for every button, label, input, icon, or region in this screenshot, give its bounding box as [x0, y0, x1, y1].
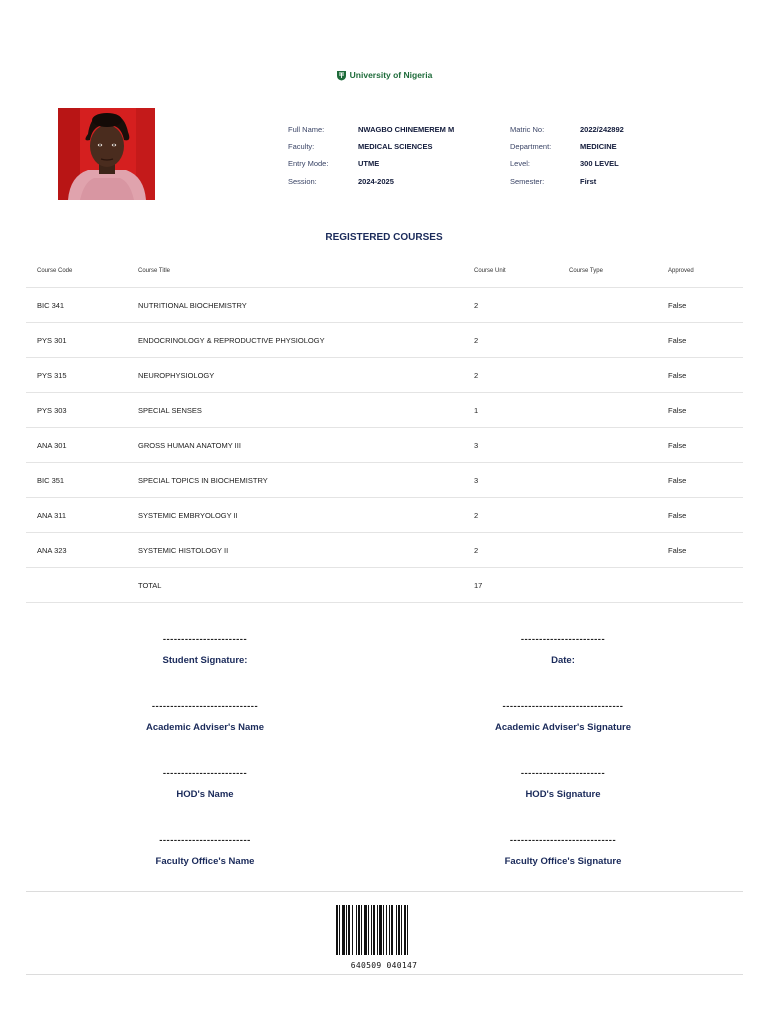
- course-title: SPECIAL SENSES: [127, 393, 463, 428]
- header-course-unit: Course Unit: [463, 255, 558, 288]
- course-type: [558, 323, 657, 358]
- entry-mode-value: UTME: [358, 159, 380, 168]
- signature-line: ---------------------------------: [502, 701, 624, 712]
- course-title: NEUROPHYSIOLOGY: [127, 358, 463, 393]
- matric-label: Matric No:: [510, 125, 545, 134]
- signature-line: -----------------------------: [509, 835, 617, 846]
- university-crest-icon: [336, 70, 347, 81]
- signature-line: -----------------------: [520, 634, 606, 645]
- table-header-row: [26, 255, 743, 288]
- table-row: [26, 463, 743, 498]
- course-title: SPECIAL TOPICS IN BIOCHEMISTRY: [127, 463, 463, 498]
- course-unit: 2: [463, 498, 558, 533]
- course-code: PYS 303: [26, 393, 127, 428]
- course-code: ANA 311: [26, 498, 127, 533]
- table-row: [26, 498, 743, 533]
- entry-mode-label: Entry Mode:: [288, 159, 329, 168]
- full-name-label: Full Name:: [288, 125, 325, 134]
- hod-signature-block: [463, 768, 663, 800]
- course-title: ENDOCRINOLOGY & REPRODUCTIVE PHYSIOLOGY: [127, 323, 463, 358]
- course-approved: False: [657, 288, 743, 323]
- faculty-label: Faculty:: [288, 142, 315, 151]
- course-unit: 2: [463, 323, 558, 358]
- course-code: BIC 341: [26, 288, 127, 323]
- course-unit: 1: [463, 393, 558, 428]
- date-label: Date:: [551, 655, 575, 666]
- student-signature-label: Student Signature:: [162, 655, 248, 666]
- course-approved: False: [657, 498, 743, 533]
- student-signature-block: [105, 634, 305, 666]
- course-unit: 2: [463, 358, 558, 393]
- hod-name-label: HOD's Name: [176, 789, 234, 800]
- signature-line: -----------------------: [162, 634, 248, 645]
- semester-label: Semester:: [510, 177, 545, 186]
- course-unit: 3: [463, 428, 558, 463]
- date-block: [463, 634, 663, 666]
- header-approved: Approved: [657, 255, 743, 288]
- table-row: [26, 288, 743, 323]
- level-value: 300 LEVEL: [580, 159, 619, 168]
- course-approved: False: [657, 533, 743, 568]
- course-approved: False: [657, 463, 743, 498]
- course-type: [558, 498, 657, 533]
- hod-signature-label: HOD's Signature: [525, 789, 601, 800]
- table-row: [26, 428, 743, 463]
- barcode-number: 640509 040147: [350, 961, 418, 970]
- course-type: [558, 428, 657, 463]
- course-approved: False: [657, 358, 743, 393]
- adviser-signature-block: [453, 701, 673, 733]
- course-type: [558, 463, 657, 498]
- course-type: [558, 288, 657, 323]
- divider: [26, 891, 743, 892]
- course-title: SYSTEMIC HISTOLOGY II: [127, 533, 463, 568]
- adviser-name-label: Academic Adviser's Name: [145, 722, 265, 733]
- course-code: PYS 301: [26, 323, 127, 358]
- faculty-office-name-label: Faculty Office's Name: [155, 856, 255, 867]
- total-units: 17: [463, 568, 558, 603]
- table-row: [26, 533, 743, 568]
- course-type: [558, 358, 657, 393]
- table-row: [26, 358, 743, 393]
- course-title: SYSTEMIC EMBRYOLOGY II: [127, 498, 463, 533]
- level-label: Level:: [510, 159, 531, 168]
- faculty-office-signature-label: Faculty Office's Signature: [504, 856, 622, 867]
- student-photo: [58, 108, 155, 200]
- course-approved: False: [657, 393, 743, 428]
- total-label: TOTAL: [127, 568, 463, 603]
- signature-line: -------------------------: [159, 835, 251, 846]
- header-course-title: Course Title: [127, 255, 463, 288]
- faculty-office-signature-block: [453, 835, 673, 867]
- course-code: ANA 301: [26, 428, 127, 463]
- table-row: [26, 393, 743, 428]
- hod-name-block: [105, 768, 305, 800]
- header-course-code: Course Code: [26, 255, 127, 288]
- university-name: University of Nigeria: [349, 70, 433, 80]
- table-row: [26, 323, 743, 358]
- semester-value: First: [580, 177, 597, 186]
- divider: [26, 974, 743, 975]
- university-logo: [0, 70, 768, 81]
- course-title: NUTRITIONAL BIOCHEMISTRY: [127, 288, 463, 323]
- course-unit: 2: [463, 288, 558, 323]
- course-code: PYS 315: [26, 358, 127, 393]
- course-unit: 3: [463, 463, 558, 498]
- course-unit: 2: [463, 533, 558, 568]
- signature-line: -----------------------: [162, 768, 248, 779]
- barcode: [335, 905, 433, 970]
- session-value: 2024-2025: [358, 177, 394, 186]
- course-approved: False: [657, 428, 743, 463]
- department-label: Department:: [510, 142, 552, 151]
- courses-table: [26, 255, 743, 603]
- course-code: ANA 323: [26, 533, 127, 568]
- section-title: REGISTERED COURSES: [325, 232, 443, 243]
- barcode-icon: [335, 905, 433, 955]
- matric-value: 2022/242892: [580, 125, 624, 134]
- header-course-type: Course Type: [558, 255, 657, 288]
- department-value: MEDICINE: [580, 142, 617, 151]
- full-name-value: NWAGBO CHINEMEREM M: [358, 125, 455, 134]
- signature-line: -----------------------: [520, 768, 606, 779]
- course-type: [558, 533, 657, 568]
- course-type: [558, 393, 657, 428]
- course-code: BIC 351: [26, 463, 127, 498]
- faculty-office-name-block: [105, 835, 305, 867]
- signature-line: -----------------------------: [151, 701, 259, 712]
- session-label: Session:: [288, 177, 317, 186]
- faculty-value: MEDICAL SCIENCES: [358, 142, 433, 151]
- adviser-name-block: [95, 701, 315, 733]
- total-row: [26, 568, 743, 603]
- adviser-signature-label: Academic Adviser's Signature: [494, 722, 631, 733]
- course-approved: False: [657, 323, 743, 358]
- course-title: GROSS HUMAN ANATOMY III: [127, 428, 463, 463]
